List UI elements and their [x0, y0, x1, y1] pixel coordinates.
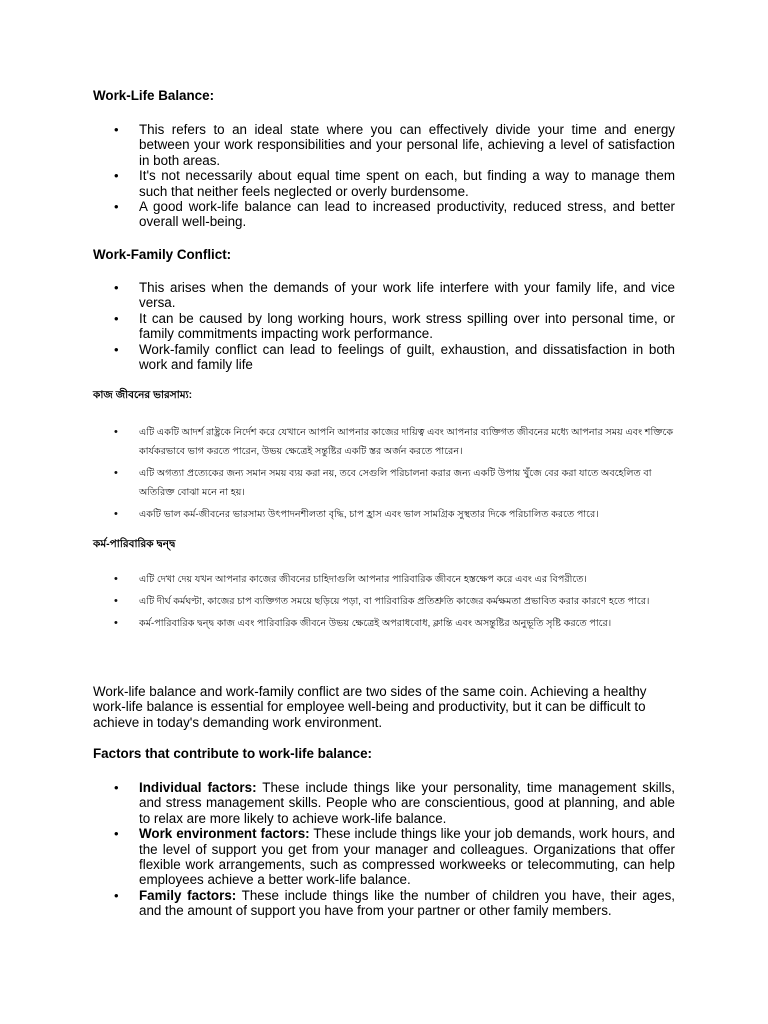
bullet-icon: • [114, 280, 119, 295]
list-item [93, 280, 675, 311]
list-item-text: এটি অগত্যা প্রত্যেকের জন্য সমান সময় ব্যয় করা নয়, তবে সেগুলি পরিচালনা করার জন্য একটি উপায় খুঁজে বের করা যাতে অবহেলিত বা অতিরিক্ত বোঝা মনে না হয়। [139, 468, 652, 498]
bullet-icon: • [114, 826, 119, 842]
list-item-text: A good work-life balance can lead to increased productivity, reduced stress, and better overall well-being. [139, 199, 675, 230]
list-item [93, 168, 675, 199]
bullet-icon: • [114, 780, 119, 795]
bullet-icon: • [114, 310, 119, 326]
bullet-icon: • [114, 508, 118, 520]
list-item-text: This arises when the demands of your work life interfere with your family life, and vice versa. [139, 280, 675, 311]
list-item-text: These include things like your personality, time management skills, and stress management skills. People who are conscientious, good at planning, and able to relax are more likely to achieve work-life balance. [139, 780, 676, 826]
bullet-icon: • [114, 199, 119, 215]
list-item-text: একটি ভাল কর্ম-জীবনের ভারসাম্য উৎপাদনশীলতা বৃদ্ধি, চাপ হ্রাস এবং ভাল সামগ্রিক সুস্থতার দিকে পরিচালিত করতে পারে। [139, 509, 599, 520]
bullet-list-factors [93, 780, 675, 919]
list-item [93, 122, 675, 168]
bullet-icon: • [114, 168, 119, 184]
list-item [93, 780, 675, 826]
list-item [93, 505, 675, 524]
section-heading-work-family-conflict: Work-Family Conflict: [93, 247, 232, 262]
bullet-icon: • [114, 467, 118, 479]
list-item [93, 423, 675, 461]
list-item [93, 342, 675, 373]
list-item-text: It can be caused by long working hours, work stress spilling over into personal time, or family commitments impacting work performance. [139, 310, 675, 342]
bullet-list-bengali-work-family-conflict [93, 570, 675, 633]
section-heading-work-life-balance: Work-Life Balance: [93, 88, 215, 103]
list-item-text: Work-family conflict can lead to feelings of guilt, exhaustion, and dissatisfaction in both work and family life [139, 341, 675, 373]
bullet-list-bengali-work-life-balance [93, 423, 675, 524]
list-item [93, 614, 675, 633]
list-item-text: কর্ম-পারিবারিক দ্বন্দ্ব কাজ এবং পারিবারিক জীবনে উভয় ক্ষেত্রেই অপরাধবোধ, ক্লান্তি এবং অসন্তুষ্টির অনুভূতি সৃষ্টি করতে পারে। [139, 618, 612, 629]
bullet-icon: • [114, 887, 119, 903]
list-item [93, 199, 675, 230]
list-item [93, 570, 675, 589]
list-item-lead: Individual factors: [139, 780, 257, 795]
bullet-list-work-life-balance [93, 122, 675, 230]
bullet-icon: • [114, 341, 119, 357]
list-item [93, 311, 675, 342]
list-item-text: এটি দীর্ঘ কর্মঘণ্টা, কাজের চাপ ব্যক্তিগত সময়ে ছড়িয়ে পড়া, বা পারিবারিক প্রতিশ্রুতি কাজের কর্মক্ষমতা প্রভাবিত করার কারণে হতে পারে। [139, 596, 650, 607]
list-item [93, 592, 675, 611]
list-item-text: This refers to an ideal state where you can effectively divide your time and energy between your work responsibilities and your personal life, achieving a level of satisfaction in both areas. [139, 122, 675, 168]
list-item [93, 888, 675, 919]
bullet-icon: • [114, 426, 118, 438]
list-item-text: It's not necessarily about equal time spent on each, but finding a way to manage them such that neither feels neglected or overly burdensome. [139, 168, 675, 199]
summary-paragraph: Work-life balance and work-family conflict are two sides of the same coin. Achieving a healthy work-life balance is essential for employee well-being and productivity, but it can be difficult to achieve in today's demanding work environment. [93, 684, 647, 730]
list-item-text: এটি দেখা দেয় যখন আপনার কাজের জীবনের চাহিদাগুলি আপনার পারিবারিক জীবনে হস্তক্ষেপ করে এবং এর বিপরীতে। [139, 574, 587, 585]
bullet-icon: • [114, 573, 118, 585]
list-item-text: These include things like the number of children you have, their ages, and the amount of support you have from your partner or other family members. [139, 887, 675, 919]
section-heading-bengali-work-family-conflict: কর্ম-পারিবারিক দ্বন্দ্ব [93, 538, 176, 550]
bullet-icon: • [114, 595, 118, 607]
bullet-icon: • [114, 617, 118, 629]
bullet-list-work-family-conflict [93, 280, 675, 372]
list-item-lead: Family factors: [139, 887, 237, 903]
list-item-lead: Work environment factors: [139, 826, 310, 842]
section-heading-bengali-work-life-balance: কাজ জীবনের ভারসাম্য: [93, 389, 193, 401]
list-item [93, 826, 675, 888]
section-heading-factors: Factors that contribute to work-life balance: [93, 746, 373, 761]
list-item [93, 464, 675, 502]
list-item-text: These include things like your job demands, work hours, and the level of support you get from your manager and colleagues. Organizations that offer flexible work arrangements, such as compressed workweeks or telecommuting, can help employees achieve a better work-life balance. [139, 826, 675, 888]
list-item-text: এটি একটি আদর্শ রাষ্ট্রকে নির্দেশ করে যেখানে আপনি আপনার কাজের দায়িত্ব এবং আপনার ব্যক্তিগত জীবনের মধ্যে আপনার সময় এবং শক্তিকে কার্যকরভাবে ভাগ করতে পারেন, উভয় ক্ষেত্রেই সন্তুষ্টির একটি স্তর অর্জন করতে পারেন। [139, 427, 674, 457]
bullet-icon: • [114, 122, 119, 137]
